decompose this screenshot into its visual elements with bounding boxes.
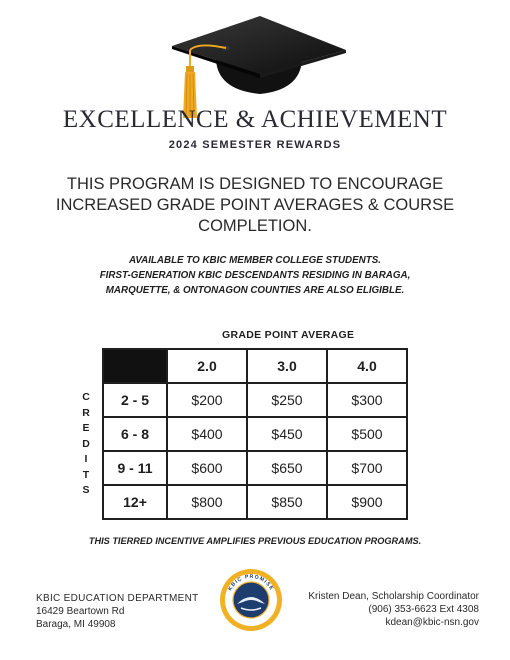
coordinator-name: Kristen Dean, Scholarship Coordinator [308,591,479,602]
credits-letter: E [82,422,90,434]
credits-cell: 2 - 5 [103,383,167,417]
table-header-row [103,349,407,383]
table-row [103,485,407,519]
reward-cell: $200 [167,383,247,417]
reward-cell: $700 [327,451,407,485]
address-line: Baraga, MI 49908 [36,619,116,630]
gpa-header-cell: 4.0 [327,349,407,383]
reward-cell: $450 [247,417,327,451]
credits-cell: 12+ [103,485,167,519]
table-corner-cell [103,349,167,383]
credits-letter: S [82,484,90,496]
coordinator-phone: (906) 353-6623 Ext 4308 [368,604,479,615]
table-row [103,451,407,485]
reward-cell: $850 [247,485,327,519]
credits-letter: R [82,406,90,419]
reward-cell: $400 [167,417,247,451]
credits-letter: T [82,468,90,481]
reward-cell: $500 [327,417,407,451]
coordinator-contact [308,590,479,629]
reward-cell: $600 [167,451,247,485]
table-row [103,417,407,451]
gpa-header-cell: 2.0 [167,349,247,383]
page-title: EXCELLENCE & ACHIEVEMENT [62,106,448,133]
eligibility-line: AVAILABLE TO KBIC MEMBER COLLEGE STUDENTS. [128,255,381,266]
gpa-column-title: GRADE POINT AVERAGE [222,329,355,341]
reward-cell: $250 [247,383,327,417]
coordinator-email: kdean@kbic-nsn.gov [385,617,479,628]
credits-cell: 9 - 11 [103,451,167,485]
kbic-seal-icon [219,568,283,632]
reward-cell: $650 [247,451,327,485]
reward-cell: $800 [167,485,247,519]
credits-row-title [76,390,96,499]
reward-cell: $900 [327,485,407,519]
gpa-header-cell: 3.0 [247,349,327,383]
graduation-cap-icon [168,8,348,120]
seal-text: KBIC PROMISE [227,573,275,592]
program-note: THIS TIERRED INCENTIVE AMPLIFIES PREVIOUS EDUCATION PROGRAMS. [88,536,422,546]
program-description: THIS PROGRAM IS DESIGNED TO ENCOURAGE INCREASED GRADE POINT AVERAGES & COURSE COMPLETION. [55,175,455,235]
department-name: KBIC EDUCATION DEPARTMENT [36,593,199,604]
table-row [103,383,407,417]
rewards-table [102,348,408,520]
reward-cell: $300 [327,383,407,417]
credits-cell: 6 - 8 [103,417,167,451]
page-subtitle: 2024 SEMESTER REWARDS [168,139,342,151]
eligibility-text [40,253,470,298]
address-line: 16429 Beartown Rd [36,606,125,617]
credits-letter: D [82,437,90,450]
credits-letter: I [84,453,88,465]
department-address [36,592,199,631]
eligibility-line: FIRST-GENERATION KBIC DESCENDANTS RESIDING IN BARAGA, [99,270,411,281]
eligibility-line: MARQUETTE, & ONTONAGON COUNTIES ARE ALSO ELIGIBLE. [105,285,405,296]
credits-letter: C [82,391,90,403]
